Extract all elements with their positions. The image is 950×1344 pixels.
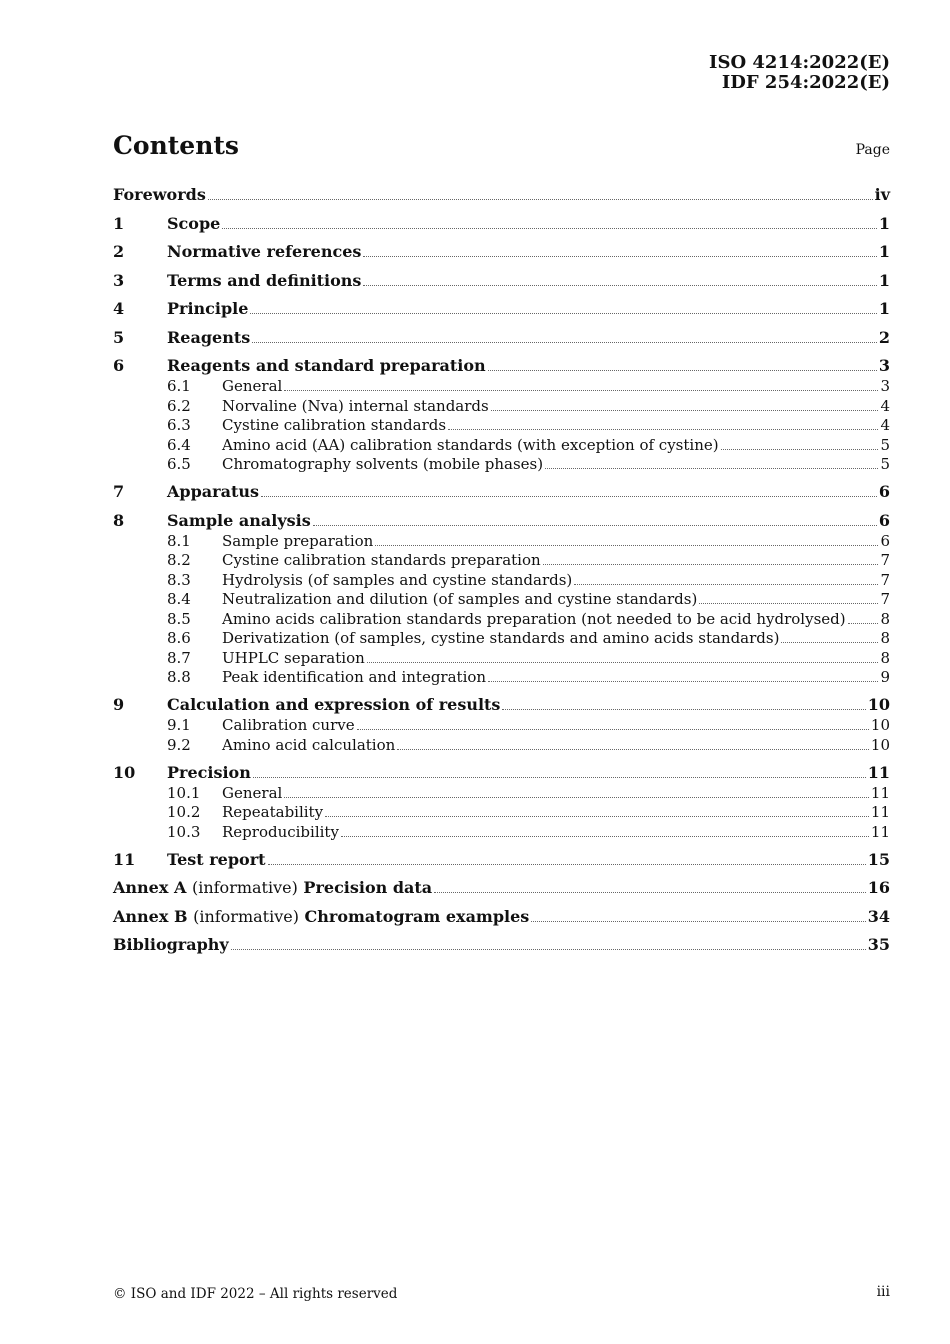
toc-entry-number: 9.1: [167, 716, 191, 734]
toc-entry-page: 16: [867, 878, 890, 897]
toc-entry-clause[interactable]: [113, 481, 890, 503]
toc-entry-clause[interactable]: [113, 849, 890, 871]
toc-entry-page: 35: [867, 935, 890, 954]
dot-leader: [448, 429, 878, 430]
toc-subentry[interactable]: [113, 397, 890, 417]
toc-entry-label-text: Reagents and standard preparation: [167, 356, 486, 375]
toc-entry-page: 11: [870, 783, 890, 802]
toc-entry-number: 4: [113, 299, 125, 318]
toc-subentry-label-text: Amino acid (AA) calibration standards (with exception of cystine): [222, 435, 719, 454]
toc-entry-number: 10: [113, 762, 136, 782]
toc-subentry-label-text: Norvaline (Nva) internal standards: [222, 396, 489, 415]
toc-entry-forewords[interactable]: [113, 184, 890, 206]
toc-entry-label: [167, 849, 266, 871]
toc-subentry-label-text: Amino acid calculation: [222, 735, 396, 754]
dot-leader: [491, 410, 879, 411]
toc-entry-number: 6.4: [167, 435, 191, 454]
toc-entry-clause[interactable]: [113, 327, 890, 349]
dot-leader: [341, 836, 869, 837]
toc-entry-label: [222, 455, 543, 475]
dot-leader: [434, 892, 866, 893]
annex-note: (informative): [193, 906, 299, 926]
toc-entry-clause[interactable]: [113, 298, 890, 320]
toc-subentry[interactable]: [113, 736, 890, 756]
toc-entry-label: [222, 377, 282, 397]
iso-designation: ISO 4214:2022(E): [709, 52, 890, 73]
toc-subentry[interactable]: [113, 803, 890, 823]
toc-subentry-label-text: Peak identification and integration: [222, 668, 487, 686]
toc-entry-clause[interactable]: [113, 241, 890, 263]
toc-entry-label: [167, 355, 486, 377]
page-number: iii: [876, 1284, 890, 1300]
toc-entry-number: 3: [113, 270, 125, 290]
dot-leader: [531, 921, 865, 922]
toc-entry-label: [222, 532, 373, 552]
dot-leader: [363, 285, 876, 286]
dot-leader: [488, 681, 878, 682]
toc-subentry[interactable]: [113, 416, 890, 436]
toc-entry-label-text: Terms and definitions: [167, 270, 362, 290]
dot-leader: [545, 468, 878, 469]
toc-subentry-label-text: Cystine calibration standards: [222, 416, 447, 434]
toc-entry-page: 7: [880, 570, 890, 589]
toc-entry-page: 10: [870, 735, 890, 754]
toc-subentry-label-text: Hydrolysis (of samples and cystine standards): [222, 570, 573, 589]
toc-entry-label: [222, 610, 846, 630]
toc-entry-page: 7: [880, 590, 890, 608]
toc-entry-number: 6.1: [167, 377, 191, 395]
toc-entry-label: Bibliography: [113, 935, 229, 954]
toc-entry-label: [222, 571, 572, 591]
toc-subentry[interactable]: [113, 784, 890, 804]
toc-entry-page: 1: [878, 299, 890, 318]
toc-entry-label: [222, 784, 282, 804]
table-of-contents: [113, 184, 890, 956]
toc-entry-label-text: Test report: [167, 849, 266, 869]
toc-entry-page: 3: [880, 377, 890, 395]
toc-entry-clause[interactable]: [113, 270, 890, 292]
toc-subentry[interactable]: [113, 377, 890, 397]
toc-entry-number: 9: [113, 695, 125, 714]
toc-subentry-label-text: Sample preparation: [222, 531, 374, 550]
toc-entry-page: 10: [870, 716, 890, 734]
toc-entry-number: 8: [113, 510, 125, 530]
toc-entry-number: 8.2: [167, 551, 191, 569]
toc-entry-page: 5: [880, 455, 890, 473]
dot-leader: [325, 816, 869, 817]
toc-entry-number: 1: [113, 213, 125, 233]
annex-title: Precision data: [303, 878, 433, 897]
toc-entry-number: 8.8: [167, 668, 191, 686]
toc-entry-clause[interactable]: [113, 355, 890, 377]
toc-entry-label-text: Principle: [167, 299, 249, 318]
toc-entry-number: 10.2: [167, 803, 201, 821]
toc-subentry[interactable]: [113, 649, 890, 669]
toc-entry-page: 4: [880, 396, 890, 415]
toc-subentry-label-text: Cystine calibration standards preparation: [222, 551, 541, 569]
toc-entry-page: 4: [880, 416, 890, 434]
toc-entry-page: 8: [880, 609, 890, 628]
toc-entry-number: 8.5: [167, 609, 191, 628]
toc-entry-label: [222, 823, 339, 843]
toc-entry-page: 1: [878, 270, 890, 290]
toc-subentry-label-text: Amino acids calibration standards preparation (not needed to be acid hydrolysed): [222, 609, 846, 628]
toc-entry-clause[interactable]: [113, 213, 890, 235]
dot-leader: [252, 342, 877, 343]
toc-subentry[interactable]: [113, 455, 890, 475]
dot-leader: [208, 199, 873, 200]
toc-entry-label: [222, 629, 779, 649]
toc-entry-label: [167, 298, 248, 320]
toc-entry-number: 6.5: [167, 455, 191, 473]
toc-entry-clause[interactable]: [113, 694, 890, 716]
dot-leader: [699, 603, 878, 604]
dot-leader: [222, 228, 877, 229]
toc-entry-annex[interactable]: [113, 906, 890, 928]
toc-entry-number: 5: [113, 327, 125, 347]
toc-entry-number: 6: [113, 356, 125, 375]
toc-entry-page: iv: [874, 185, 890, 204]
toc-entry-number: 8.4: [167, 590, 191, 608]
toc-entry-page: 8: [880, 648, 890, 667]
copyright-notice: © ISO and IDF 2022 – All rights reserved: [113, 1286, 398, 1302]
toc-entry-number: 8.6: [167, 629, 191, 647]
toc-entry-clause[interactable]: [113, 762, 890, 784]
toc-entry-bibliography[interactable]: [113, 934, 890, 956]
toc-subentry[interactable]: [113, 532, 890, 552]
dot-leader: [367, 662, 879, 663]
dot-leader: [574, 584, 878, 585]
toc-subentry-label-text: Derivatization (of samples, cystine standards and amino acids standards): [222, 629, 780, 647]
toc-entry-number: 10.1: [167, 783, 201, 802]
toc-entry-page: 34: [867, 906, 890, 926]
toc-entry-label-text: Sample analysis: [167, 510, 311, 530]
dot-leader: [268, 864, 866, 865]
toc-entry-page: 5: [880, 435, 890, 454]
toc-entry-label: [167, 762, 251, 784]
toc-entry-number: 6.3: [167, 416, 191, 434]
toc-entry-label: [222, 436, 719, 456]
toc-subentry[interactable]: [113, 436, 890, 456]
toc-entry-number: 2: [113, 242, 125, 261]
toc-entry-page: 3: [878, 356, 890, 375]
toc-entry-number: 8.7: [167, 648, 191, 667]
toc-subentry-label-text: Repeatability: [222, 803, 324, 821]
toc-entry-label: [167, 270, 361, 292]
dot-leader: [284, 390, 878, 391]
toc-entry-label: [167, 510, 311, 532]
toc-entry-label: [222, 668, 486, 688]
toc-subentry[interactable]: [113, 571, 890, 591]
toc-subentry-label-text: Reproducibility: [222, 822, 339, 841]
toc-subentry-label-text: Calibration curve: [222, 716, 355, 734]
dot-leader: [363, 256, 876, 257]
dot-leader: [284, 797, 869, 798]
toc-subentry-label-text: Neutralization and dilution (of samples and cystine standards): [222, 590, 698, 608]
toc-subentry[interactable]: [113, 716, 890, 736]
toc-entry-annex[interactable]: [113, 877, 890, 899]
dot-leader: [261, 496, 877, 497]
toc-entry-label: [222, 716, 355, 736]
toc-entry-label: [113, 877, 432, 899]
toc-entry-number: 7: [113, 482, 125, 501]
toc-subentry[interactable]: [113, 629, 890, 649]
toc-entry-label: [167, 327, 250, 349]
toc-entry-page: 15: [867, 849, 890, 869]
toc-entry-label: [222, 416, 446, 436]
dot-leader: [313, 525, 877, 526]
toc-entry-number: 8.1: [167, 531, 191, 550]
dot-leader: [848, 623, 879, 624]
toc-entry-number: 8.3: [167, 570, 191, 589]
toc-subentry-label-text: General: [222, 783, 283, 802]
toc-entry-label: [167, 213, 220, 235]
annex-prefix: Annex B: [113, 906, 188, 926]
toc-entry-label: [167, 694, 500, 716]
dot-leader: [375, 545, 878, 546]
dot-leader: [250, 313, 876, 314]
dot-leader: [502, 709, 865, 710]
toc-entry-label: Forewords: [113, 185, 206, 204]
toc-entry-label-text: Calculation and expression of results: [167, 695, 501, 714]
toc-entry-page: 2: [878, 327, 890, 347]
annex-title: Chromatogram examples: [304, 906, 530, 926]
toc-entry-number: 11: [113, 849, 136, 869]
toc-subentry[interactable]: [113, 823, 890, 843]
dot-leader: [488, 370, 877, 371]
dot-leader: [253, 777, 866, 778]
toc-entry-label-text: Normative references: [167, 242, 362, 261]
toc-entry-page: 8: [880, 629, 890, 647]
toc-entry-page: 1: [878, 242, 890, 261]
toc-entry-number: 10.3: [167, 822, 201, 841]
toc-subentry-label-text: General: [222, 377, 283, 395]
idf-designation: IDF 254:2022(E): [721, 72, 890, 93]
toc-entry-label-text: Reagents: [167, 327, 251, 347]
toc-subentry[interactable]: [113, 668, 890, 688]
toc-entry-label: [222, 736, 395, 756]
toc-entry-label: [222, 551, 541, 571]
dot-leader: [721, 449, 879, 450]
toc-entry-page: 6: [878, 482, 890, 501]
toc-entry-label: [167, 241, 361, 263]
dot-leader: [781, 642, 878, 643]
toc-entry-page: 11: [870, 822, 890, 841]
toc-entry-page: 11: [870, 803, 890, 821]
toc-entry-number: 9.2: [167, 735, 191, 754]
page-title: Contents: [113, 131, 240, 160]
toc-subentry[interactable]: [113, 590, 890, 610]
toc-subentry[interactable]: [113, 551, 890, 571]
dot-leader: [357, 729, 869, 730]
toc-entry-page: 6: [878, 510, 890, 530]
toc-entry-page: 1: [878, 213, 890, 233]
toc-entry-label: [222, 590, 697, 610]
toc-entry-label-text: Scope: [167, 213, 221, 233]
toc-entry-page: 11: [867, 762, 890, 782]
toc-entry-number: 6.2: [167, 396, 191, 415]
toc-entry-page: 10: [867, 695, 890, 714]
document-header: [709, 53, 890, 93]
annex-prefix: Annex A: [113, 878, 187, 897]
toc-entry-label-text: Apparatus: [167, 482, 259, 501]
toc-entry-label: [113, 906, 529, 928]
toc-entry-page: 7: [880, 551, 890, 569]
page-column-label: Page: [855, 142, 890, 158]
toc-entry-label: [167, 481, 259, 503]
dot-leader: [543, 564, 879, 565]
toc-subentry[interactable]: [113, 610, 890, 630]
dot-leader: [397, 749, 869, 750]
toc-entry-label: [222, 397, 489, 417]
toc-entry-page: 6: [880, 531, 890, 550]
toc-subentry-label-text: Chromatography solvents (mobile phases): [222, 455, 544, 473]
toc-entry-clause[interactable]: [113, 510, 890, 532]
toc-entry-label-text: Precision: [167, 762, 251, 782]
toc-subentry-label-text: UHPLC separation: [222, 648, 365, 667]
dot-leader: [231, 949, 866, 950]
annex-note: (informative): [191, 878, 298, 897]
toc-entry-page: 9: [880, 668, 890, 686]
toc-entry-label: [222, 803, 323, 823]
toc-entry-label: [222, 649, 365, 669]
